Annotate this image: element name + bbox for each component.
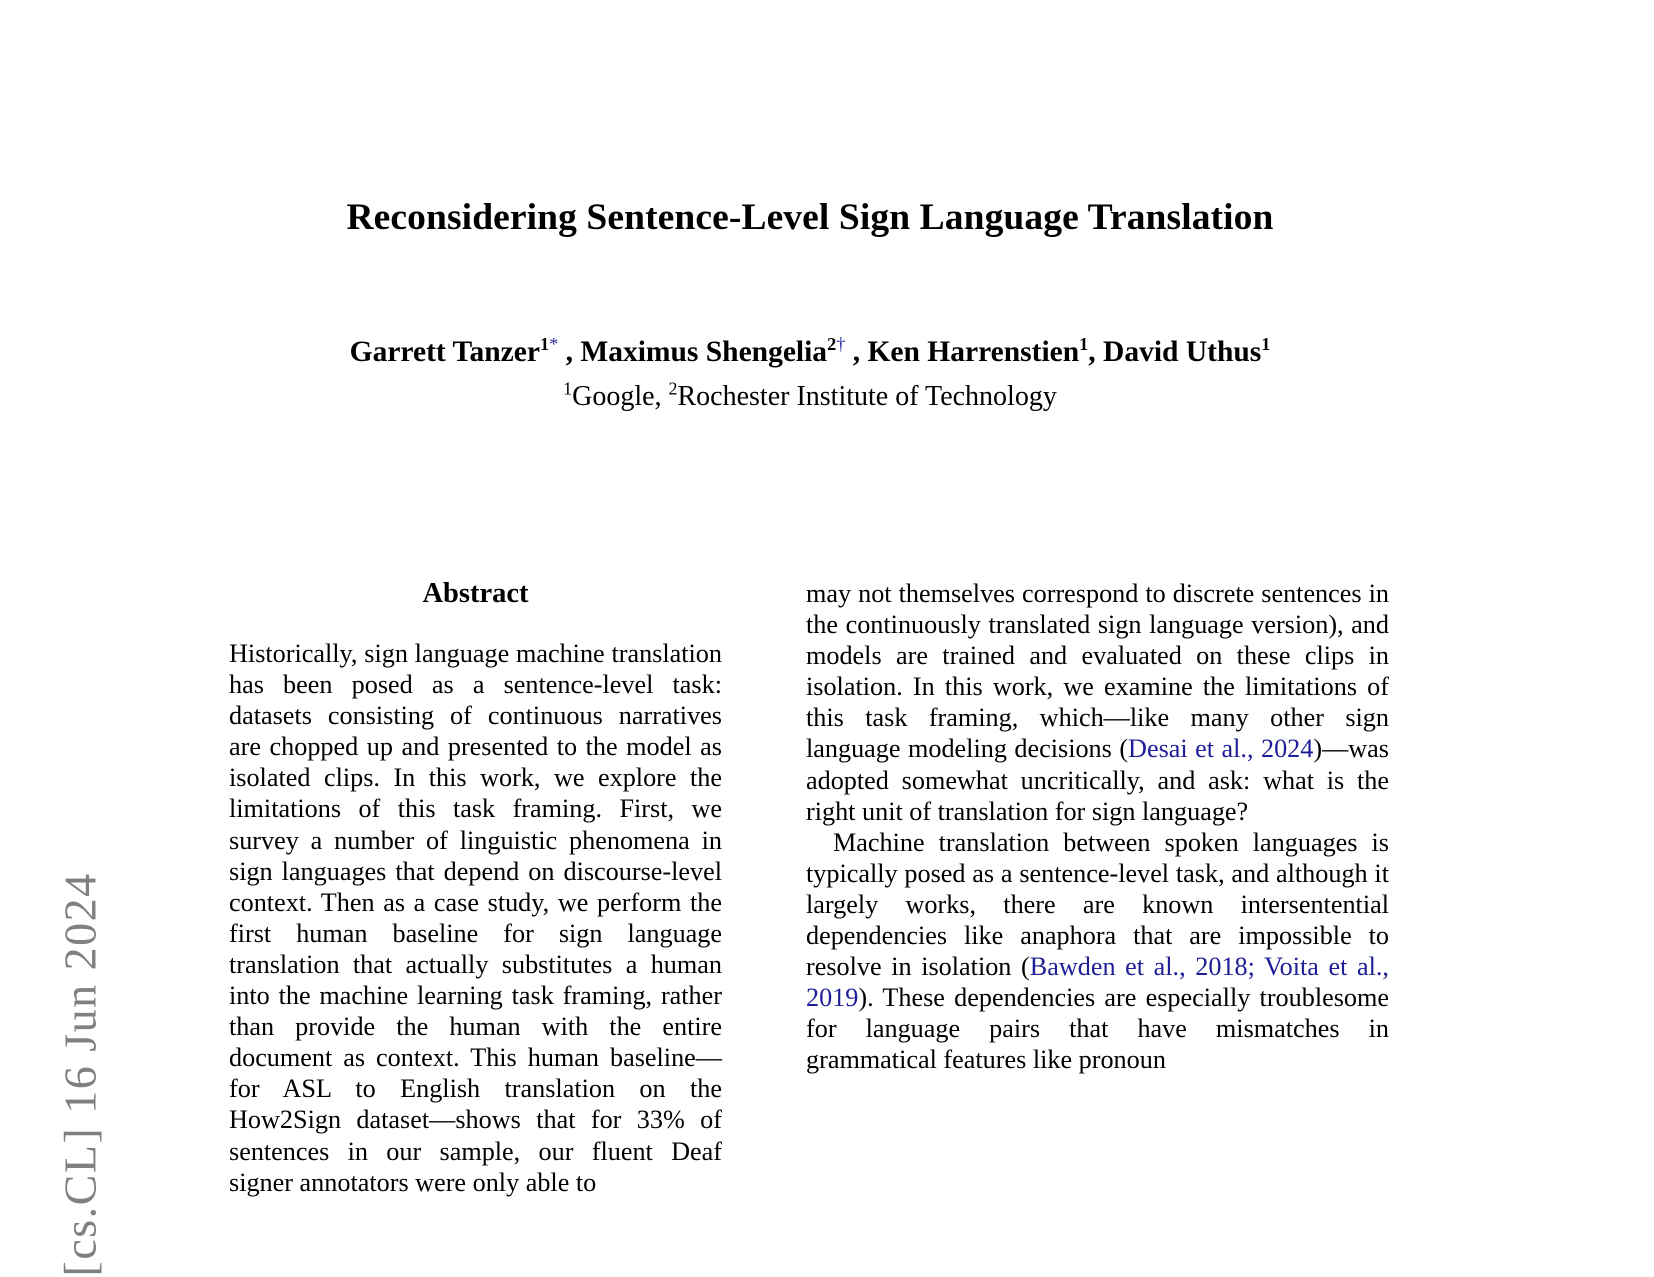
author-separator: ,	[1088, 336, 1104, 368]
affiliation-list	[229, 379, 1391, 415]
author-name: Ken Harrenstien	[867, 336, 1080, 368]
affiliation-mark: 2	[668, 378, 678, 399]
citation-link-desai[interactable]: Desai et al., 2024	[1128, 734, 1314, 764]
affiliation-name: Rochester Institute of Technology	[677, 380, 1057, 412]
affiliation-separator: ,	[654, 380, 669, 412]
author-name: Garrett Tanzer	[349, 336, 540, 368]
affiliation-name: Google	[572, 380, 655, 412]
abstract-column	[229, 578, 722, 1198]
arxiv-stamp-text: [cs.CL] 16 Jun 2024	[54, 872, 106, 1277]
body-column	[806, 578, 1389, 1076]
author-separator: ,	[558, 336, 581, 368]
citation-separator: ;	[1247, 952, 1265, 982]
body-paragraph-1	[806, 578, 1389, 827]
affiliation-mark: 1	[563, 378, 573, 399]
author-footnote-symbol[interactable]: †	[836, 334, 846, 355]
title-block	[229, 196, 1391, 239]
abstract-text: Historically, sign language machine translation has been posed as a sentence-level task: datasets consisting of continuous narratives are chopped up and presented to the model as isolated clips. In this work, we explore the limitations of this task framing. First, we survey a number of linguistic phenomena in sign languages that depend on discourse-level context. Then as a case study, we perform the first human baseline for sign language translation that actually substitutes a human into the machine learning task framing, rather than provide the human with the entire document as context. This human baseline—for ASL to English translation on the How2Sign dataset—shows that for 33% of sentences in our sample, our fluent Deaf signer annotators were only able to	[229, 639, 722, 1197]
citation-link-voita[interactable]: Voita et al., 2019	[806, 952, 1389, 1013]
author-affiliation-mark: 2†	[827, 334, 846, 355]
author-block	[229, 334, 1391, 415]
author-affiliation-mark: 1*	[539, 334, 559, 355]
body-paragraph-2-post: ). These dependencies are especially troublesome for language pairs that have mismatches in grammatical features like pronoun	[806, 983, 1389, 1075]
abstract-heading: Abstract	[422, 578, 529, 609]
author-affiliation-mark: 1	[1079, 334, 1089, 355]
author-name: David Uthus	[1103, 336, 1262, 368]
author-affiliation-mark: 1	[1261, 334, 1271, 355]
body-paragraph-2	[806, 827, 1389, 1076]
author-footnote-symbol[interactable]: *	[549, 334, 559, 355]
body-paragraph-1-pre: may not themselves correspond to discrete sentences in the continuously translated sign language version), and models are trained and evaluated on these clips in isolation. In this work, we examine the limitations of this task framing, which—like many other sign language modeling decisions (	[806, 579, 1389, 764]
body-paragraph-2-pre: Machine translation between spoken languages is typically posed as a sentence-level task, and although it largely works, there are known intersentential dependencies like anaphora that are impossible to resolve in isolation (	[806, 827, 1389, 982]
citation-link-bawden[interactable]: Bawden et al., 2018	[1029, 952, 1248, 982]
author-separator: ,	[845, 336, 868, 368]
body-paragraph-1-mid: )—was adopted somewhat uncritically, and ask: what is the right unit of translation for sign language?	[806, 734, 1389, 826]
author-name: Maximus Shengelia	[580, 336, 828, 368]
page-title: Reconsidering Sentence-Level Sign Language Translation	[346, 197, 1274, 238]
author-list	[229, 334, 1391, 372]
